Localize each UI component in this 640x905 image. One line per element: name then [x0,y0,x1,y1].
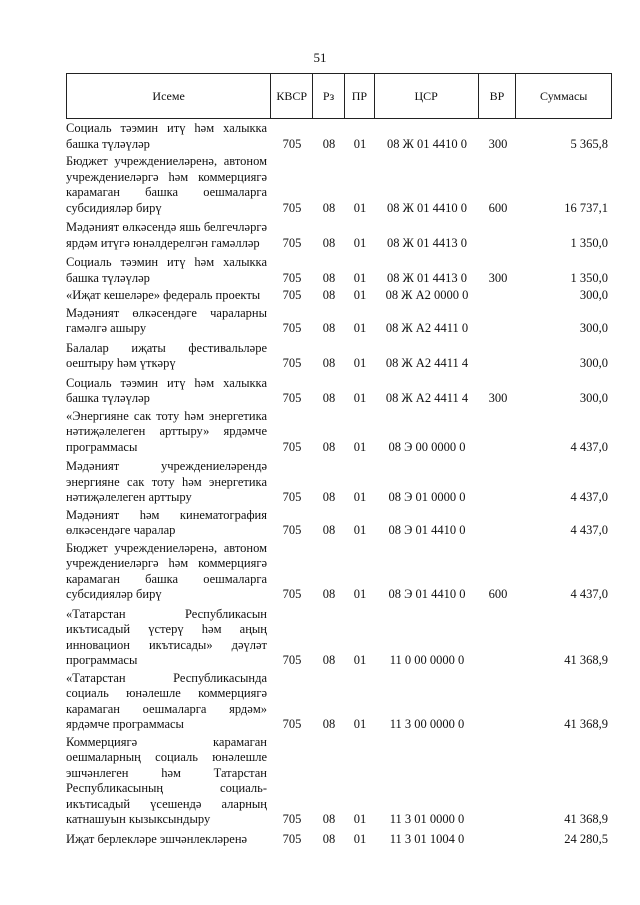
row-csr: 11 0 00 0000 0 [389,653,465,667]
row-name: «Татарстан Республикасын икътисадый үстерү һәм аңың инновацион икътисады» дәүләт программасы [66,606,267,667]
row-kvsr: 705 [282,717,302,731]
row-name: «Энергияне сак тоту һәм энергетика нәтиҗәлелеген арттыру» ярдәмче программасы [66,408,267,454]
row-sum: 4 437,0 [570,490,608,504]
header-name: Исеме [67,74,271,118]
row-rz: 08 [322,321,336,335]
row-sum: 24 280,5 [564,831,608,846]
row-sum: 300,0 [579,391,608,405]
row-kvsr: 705 [282,200,302,215]
header-kvsr: КВСР [271,74,313,118]
table-row [66,306,612,337]
row-pr: 01 [353,391,367,405]
table-row [66,607,612,669]
row-pr: 01 [353,490,367,504]
row-pr: 01 [353,831,367,846]
table-body [66,121,612,853]
row-sum: 41 368,9 [564,812,608,826]
table-row [66,341,612,372]
row-csr: 08 Ж А2 4411 4 [385,356,469,370]
row-pr: 01 [353,270,367,285]
table-row [66,508,612,539]
row-kvsr: 705 [282,523,302,537]
row-pr: 01 [353,235,367,250]
row-kvsr: 705 [282,490,302,504]
row-vr: 300 [488,136,508,151]
row-name: «Иҗат кешеләре» федераль проекты [66,288,261,302]
row-csr: 11 3 00 0000 0 [389,717,465,731]
row-name: Социаль тәэмин итү һәм халыкка башка түләүләр [66,255,267,285]
row-rz: 08 [322,235,336,250]
row-pr: 01 [353,356,367,370]
row-pr: 01 [353,136,367,151]
row-kvsr: 705 [282,235,302,250]
row-pr: 01 [353,587,367,601]
row-rz: 08 [322,356,336,370]
row-rz: 08 [322,653,336,667]
header-sum: Суммасы [539,88,588,103]
row-rz: 08 [322,136,336,151]
header-pr: ПР [345,74,375,118]
header-csr: ЦСР [375,74,479,118]
row-name: Социаль тәэмин итү һәм халыкка башка түләүләр [66,375,267,405]
row-rz: 08 [322,812,336,826]
row-sum: 5 365,8 [570,136,608,151]
table-row [66,735,612,828]
row-rz: 08 [322,270,336,285]
row-pr: 01 [353,717,367,731]
row-kvsr: 705 [282,812,302,826]
row-csr: 08 Ж А2 4411 4 [385,391,469,405]
table-row [66,121,612,152]
row-sum: 300,0 [579,288,608,302]
row-sum: 4 437,0 [570,587,608,601]
row-csr: 08 Э 01 0000 0 [388,490,466,504]
row-name: Бюджет учреждениеләренә, автоном учреждениеләргә һәм коммерциягә карамаган башка оешмаларга субсидияләр бирү [66,154,267,215]
table-row [66,220,612,251]
row-sum: 16 737,1 [564,200,608,215]
row-csr: 08 Ж 01 4413 0 [387,235,467,250]
row-kvsr: 705 [282,321,302,335]
page-number: 51 [313,50,327,65]
header-rz: Рз [313,74,345,118]
row-csr: 08 Э 01 4410 0 [388,523,466,537]
row-rz: 08 [322,439,336,454]
row-csr: 11 3 01 0000 0 [389,812,465,826]
row-name: Мәдәният һәм кинематография өлкәсендәге чаралар [66,507,267,537]
row-name: «Татарстан Республикасында социаль юнәлешле коммерциягә карамаган оешмаларга ярдәм» ярдәмче программасы [66,670,267,731]
row-pr: 01 [353,288,367,302]
row-vr: 300 [488,270,508,285]
row-sum: 4 437,0 [570,439,608,454]
row-name: Социаль тәэмин итү һәм халыкка башка түләүләр [66,121,267,151]
row-pr: 01 [353,439,367,454]
row-kvsr: 705 [282,653,302,667]
row-csr: 08 Ж 01 4410 0 [387,136,467,151]
row-sum: 1 350,0 [570,235,608,250]
row-pr: 01 [353,653,367,667]
row-sum: 41 368,9 [564,653,608,667]
row-kvsr: 705 [282,439,302,454]
row-csr: 08 Э 00 0000 0 [388,439,466,454]
table-row [66,409,612,456]
table-row [66,255,612,286]
row-vr: 600 [488,587,508,601]
row-csr: 08 Ж А2 4411 0 [385,321,469,335]
row-csr: 11 3 01 1004 0 [389,831,465,846]
row-vr: 600 [488,200,508,215]
row-name: Мәдәният учреждениеләрендә энергияне сак тоту һәм энергетика нәтиҗәлелеген арттыру [66,459,267,504]
row-rz: 08 [322,523,336,537]
row-vr: 300 [488,391,508,405]
row-name: Иҗат берлекләре эшчәнлекләренә [66,831,248,846]
header-vr: ВР [479,74,517,118]
row-name: Коммерциягә карамаган оешмаларның социаль юнәлешле эшчәнлеген һәм Татарстан Республикасының социаль-икътисадый үсешендә аларның катнашуын кызыксындыру [66,734,267,826]
table-header [66,73,612,119]
row-kvsr: 705 [282,831,302,846]
row-kvsr: 705 [282,356,302,370]
table-row [66,376,612,407]
row-kvsr: 705 [282,391,302,405]
row-name: Балалар иҗаты фестивальләре оештыру һәм үткәрү [66,340,267,370]
row-name: Мәдәният өлкәсендәге чараларны гамәлгә ашыру [66,305,267,335]
row-sum: 1 350,0 [570,270,608,285]
row-rz: 08 [322,200,336,215]
row-csr: 08 Ж 01 4410 0 [387,200,467,215]
row-csr: 08 Ж 01 4413 0 [387,270,467,285]
row-sum: 41 368,9 [564,717,608,731]
table-row [66,288,612,304]
row-sum: 300,0 [579,356,608,370]
row-kvsr: 705 [282,288,302,302]
row-sum: 300,0 [579,321,608,335]
row-pr: 01 [353,321,367,335]
row-csr: 08 Э 01 4410 0 [388,587,466,601]
table-row [66,541,612,603]
row-kvsr: 705 [282,270,302,285]
row-name: Мәдәният өлкәсендә яшь белгечләргә ярдәм итүгә юнәлдерелгән гамәлләр [66,220,267,250]
table-row [66,832,612,848]
row-kvsr: 705 [282,587,302,601]
row-pr: 01 [353,523,367,537]
row-csr: 08 Ж А2 0000 0 [385,288,469,302]
row-rz: 08 [322,490,336,504]
row-rz: 08 [322,288,336,302]
table-row [66,459,612,506]
row-name: Бюджет учреждениеләренә, автоном учреждениеләргә һәм коммерциягә карамаган башка оешмаларга субсидияләр бирү [66,540,267,601]
row-pr: 01 [353,812,367,826]
row-rz: 08 [322,391,336,405]
row-rz: 08 [322,717,336,731]
row-rz: 08 [322,587,336,601]
table-row [66,154,612,216]
row-rz: 08 [322,831,336,846]
table-row [66,671,612,733]
row-kvsr: 705 [282,136,302,151]
row-pr: 01 [353,200,367,215]
row-sum: 4 437,0 [570,523,608,537]
